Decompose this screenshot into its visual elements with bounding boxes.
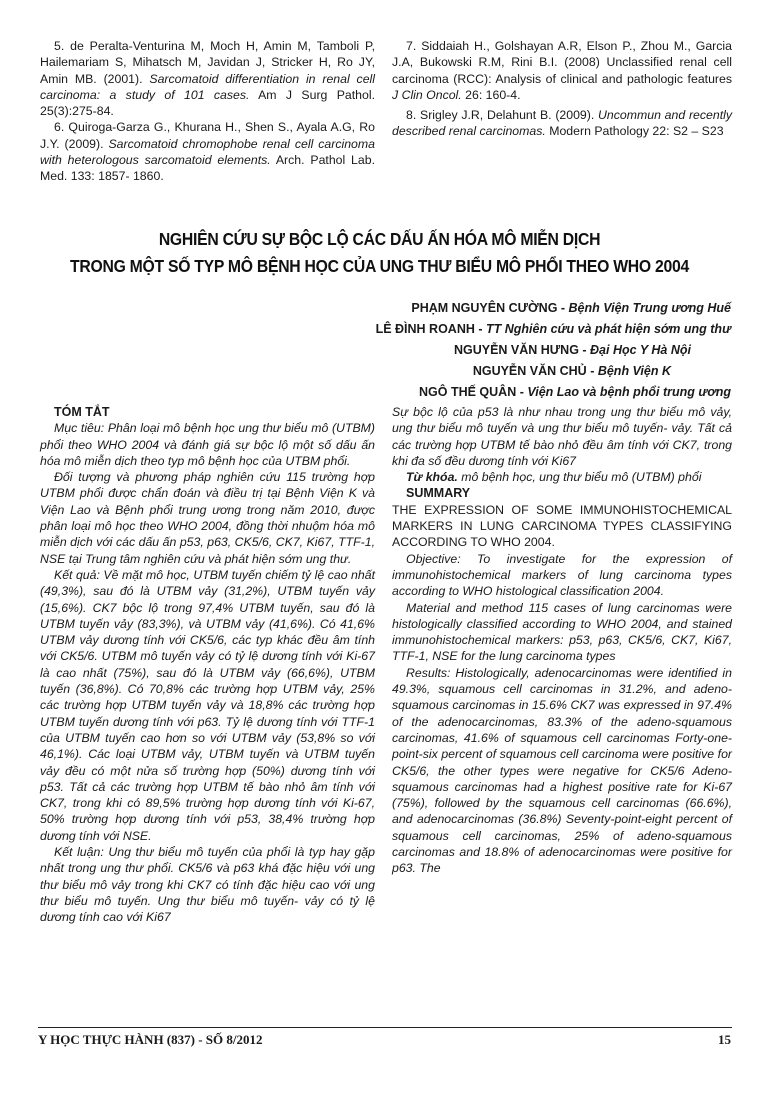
abstract-conclusion: Kết luận: Ung thư biểu mô tuyến của phổi là typ hay gặp nhất trong ung thư phổi. CK5/6 và p63 khá đặc hiệu với ung thư biểu mô vảy trong khi CK7 có tính đặc hiệu cao với ung thư biểu mô tuyến. Ung thư biểu mô tuyến- vảy có tỷ lệ dương tính cao với Ki67 <box>40 845 375 925</box>
summary-title: THE EXPRESSION OF SOME IMMUNOHISTOCHEMICAL MARKERS IN LUNG CARCINOMA TYPES CLASSIFYING ACCORDING TO WHO 2004. <box>392 502 732 550</box>
reference-8: 8. Srigley J.R, Delahunt B. (2009). Uncommun and recently described renal carcinomas. Modern Pathology 22: S2 – S23 <box>392 108 733 139</box>
abstract-vietnamese <box>40 404 375 926</box>
references-left <box>40 38 375 185</box>
author: NGUYỄN VĂN CHỦ - Bệnh Viện K <box>472 364 671 378</box>
author: NGÔ THẾ QUÂN - Viện Lao và bệnh phổi trung ương <box>419 385 731 399</box>
author-list <box>211 298 731 403</box>
summary-methods: Material and method 115 cases of lung carcinomas were histologically classified according to WHO 2004, and stained immunohistochemical markers: p53, p63, CK5/6, CK7, Ki67, TTF-1, NSE for the lung carcinoma types <box>392 600 732 664</box>
abstract-continued <box>392 404 732 877</box>
reference-6: 6. Quiroga-Garza G., Khurana H., Shen S., Ayala A.G, Ro J.Y. (2009). Sarcomatoid chromophobe renal cell carcinoma with heterologous sarcomatoid elements. Arch. Pathol Lab. Med. 133: 1857- 1860. <box>40 120 375 184</box>
summary-heading: SUMMARY <box>406 486 471 501</box>
author: NGUYỄN VĂN HƯNG - Đại Học Y Hà Nội <box>453 343 691 357</box>
page-number: 15 <box>718 1032 731 1047</box>
title-line-1: NGHIÊN CỨU SỰ BỘC LỘ CÁC DẤU ẤN HÓA MÔ MIỄN DỊCH <box>158 229 601 249</box>
article-title <box>38 226 721 280</box>
author: LÊ ĐÌNH ROANH - TT Nghiên cứu và phát hiện sớm ung thư <box>375 322 731 336</box>
footer-divider <box>38 1027 732 1028</box>
keywords: Từ khóa. mô bệnh học, ung thư biểu mô (UTBM) phổi <box>406 470 702 485</box>
summary-objective: Objective: To investigate for the expression of immunohistochemical markers of lung carcinoma types according to WHO histological classification 2004. <box>392 551 732 599</box>
author: PHẠM NGUYÊN CƯỜNG - Bệnh Viện Trung ương Huế <box>411 301 731 315</box>
abstract-results: Kết quả: Về mặt mô học, UTBM tuyến chiếm tỷ lệ cao nhất (49,3%), sau đó là UTBM vảy (31,2%), UTBM tuyến vảy (15,6%). CK7 bộc lộ trong 97,4% UTBM tuyến, sau đó là UTBM tuyến vảy (83,3%), và UTBM vảy (41,6%). Có 41,6% UTBM vảy dương tính với CK5/6, các typ khác đều âm tính với CK5/6. UTBM mô tuyến vảy có tỷ lệ dương tính với Ki-67 là cao nhất (75%), sau đó là UTBM vảy (66,6%), UTBM tuyến (36,8%). Có 70,8% các trường hợp UTBM vảy, 25% các trường hợp UTBM tuyến vảy và 18,8% các trường hợp UTBM tuyến dương tính với p63. Tỷ lệ dương tính với TTF-1 của UTBM tuyến cao hơn so với UTBM vảy (53,8% so với 46,1%). Các loại UTBM vảy, UTBM tuyến và UTBM tuyến vảy đều có một nửa số trường hợp (50%) dương tính với p53. Tất cả các trường hợp UTBM tế bào nhỏ âm tính với CK7, trong khi có 89,5% trường hợp dương tính với Ki-67, 50% trường hợp dương tính với p53, 38,4% trường hợp dương tính với NSE. <box>40 567 375 843</box>
summary-results: Results: Histologically, adenocarcinomas were identified in 49.3%, squamous cell carcinomas in 31.2%, and adeno-squamous carcinomas in 15.6% CK7 was expressed in 97.4% of the adenocarcinomas, 83.3% of the adeno-squamous carcinomas, 41.6% of squamous cell carcinomas Forty-one-point-six percent of squamous cell carcinoma were positive for CK5/6, the other types were negative for CK5/6 Adeno-squamous carcinomas had a highest positive rate for Ki-67 (75%), followed by the squamous cell carcinomas (66.6%), and adenocarcinomas (36.8%) Seventy-point-eight percent of squamous cell carcinomas, 25% of adeno-squamous carcinomas and 18.8% of adenocarcinomas were positive for p63. The <box>392 665 732 876</box>
reference-7: 7. Siddaiah H., Golshayan A.R, Elson P., Zhou M., Garcia J.A, Bukowski R.M, Rini B.I. (2008) Unclassified renal cell carcinoma (RCC): Analysis of clinical and pathologic features J Clin Oncol. 26: 160-4. <box>392 39 732 102</box>
abstract-objective: Mục tiêu: Phân loại mô bệnh học ung thư biểu mô (UTBM) phổi theo WHO 2004 và đánh giá sự bộc lộ một số dấu ấn hóa mô miễn dịch theo typ mô bệnh học của UTBM phổi. <box>40 421 375 468</box>
references-right <box>392 38 732 140</box>
abstract-methods: Đối tượng và phương pháp nghiên cứu 115 trường hợp UTBM phổi được chẩn đoán và điều trị tại Bệnh Viện K và Viện Lao và Bệnh phổi trung ương trong năm 2010, được phân loại mô học theo WHO 2004, đồng thời nhuộm hóa mô miễn dịch với các dấu ấn p53, p63, CK5/6, CK7, Ki67, TTF-1, NSE tại Trung tâm nghiên cứu và phát hiện sớm ung thư. <box>40 470 375 566</box>
journal-footer: Y HỌC THỰC HÀNH (837) - SỐ 8/2012 <box>38 1032 263 1047</box>
title-line-2: TRONG MỘT SỐ TYP MÔ BỆNH HỌC CỦA UNG THƯ BIỂU MÔ PHỔI THEO WHO 2004 <box>70 256 689 276</box>
abstract-heading: TÓM TẮT <box>54 405 110 419</box>
abstract-conclusion-continued: Sự bộc lộ của p53 là như nhau trong ung thư biểu mô vảy, ung thư biểu mô tuyến và ung thư biểu mô tuyến- vảy. Tất cả các trường hợp UTBM tế bào nhỏ đều âm tính với CK7, trong khi đa số đều dương tính với Ki67 <box>392 405 732 468</box>
reference-5: 5. de Peralta-Venturina M, Moch H, Amin M, Tamboli P, Hailemariam S, Mihatsch M, Javidan J, Stricker H, Ro JY, Amin MB. (2001). Sarcomatoid differentiation in renal cell carcinoma: a study of 101 cases. Am J Surg Pathol. 25(3):275-84. <box>40 39 376 119</box>
